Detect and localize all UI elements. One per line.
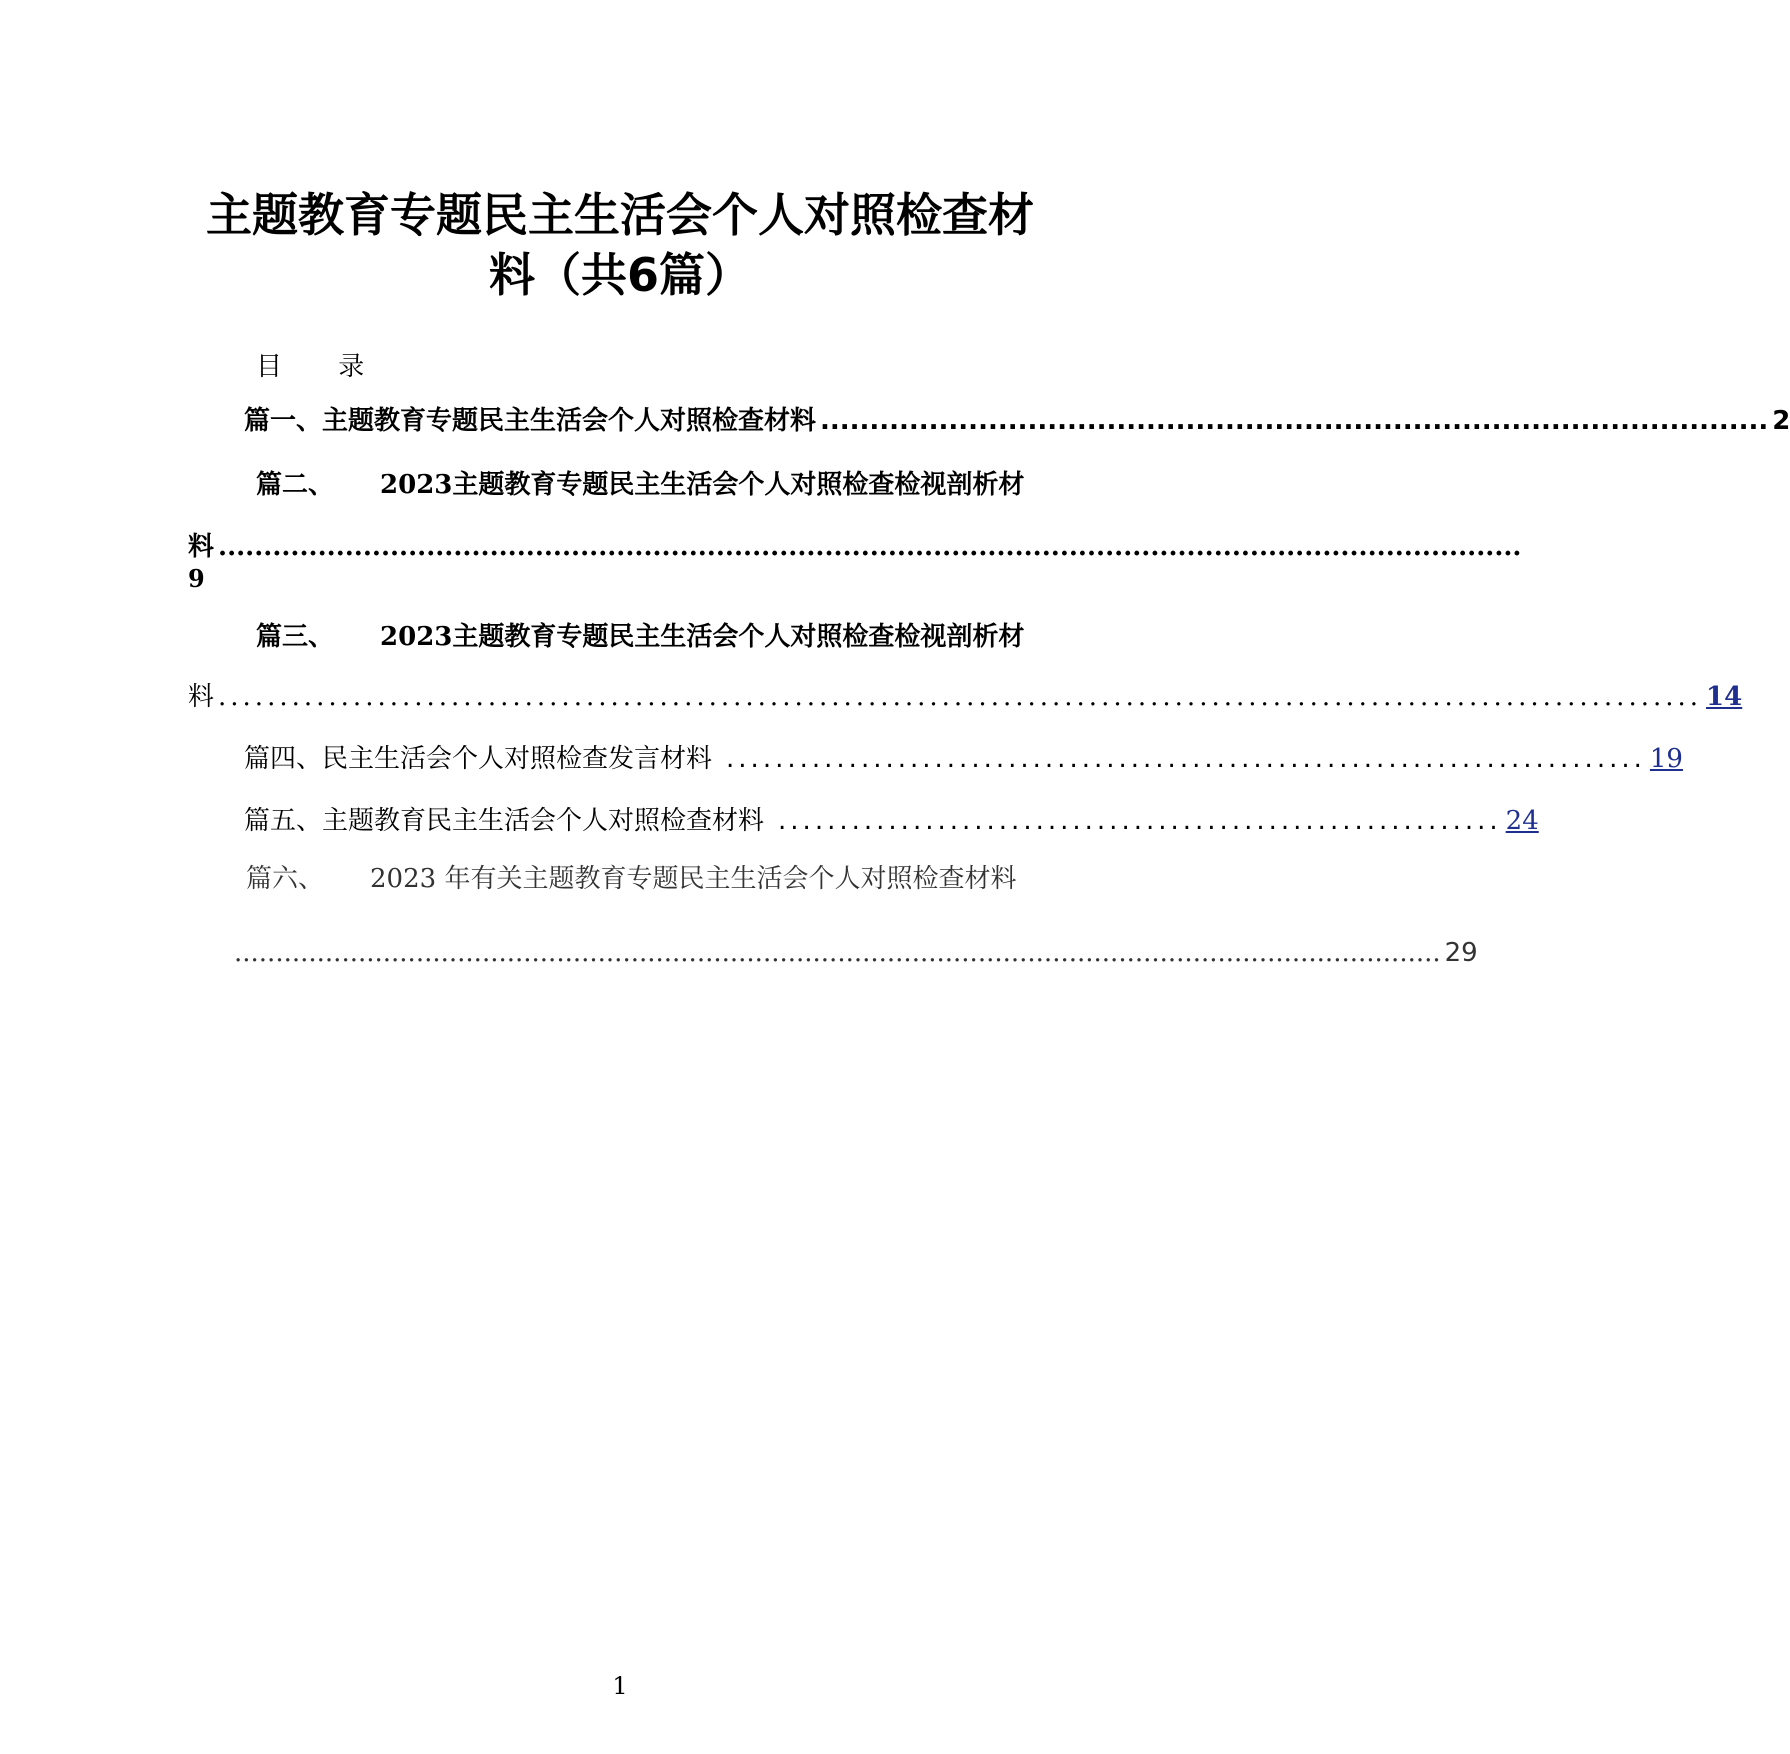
toc-leader: ................................................................................................................................................	[218, 532, 1522, 562]
toc-entry-title: 主题教育民主生活会个人对照检查材料	[322, 806, 765, 836]
toc-leader: ...........................................................................	[726, 744, 1646, 774]
toc-entry-6[interactable]	[246, 862, 1040, 896]
toc-entry-page-link[interactable]: 14	[1706, 682, 1743, 712]
toc-leader: ................................................................................................	[820, 406, 1769, 436]
toc-leader: ...........................................................	[778, 806, 1502, 836]
toc-entry-prefix: 篇三、	[256, 622, 335, 652]
toc-entry-2-page-line	[188, 562, 205, 596]
toc-entry-title: 2023主题教育专题民主生活会个人对照检查检视剖析材	[380, 622, 1025, 652]
toc-entry-prefix: 篇六、	[246, 864, 325, 894]
page-number: 1	[612, 1672, 628, 1700]
toc-leader: .........................................................................................................................	[218, 682, 1703, 712]
toc-entry-2-continuation[interactable]	[188, 530, 1522, 564]
toc-entry-title: 主题教育专题民主生活会个人对照检查材料	[322, 406, 817, 436]
toc-entry-3-continuation[interactable]	[188, 680, 1743, 714]
toc-entry-title-cont: 料	[188, 682, 215, 712]
toc-entry-4[interactable]	[244, 742, 1683, 776]
toc-entry-5[interactable]	[244, 804, 1539, 838]
toc-heading: 目 录	[256, 352, 389, 382]
toc-entry-page-link[interactable]: 19	[1649, 744, 1683, 774]
toc-entry-prefix: 篇二、	[256, 470, 335, 500]
toc-entry-title: 民主生活会个人对照检查发言材料	[322, 744, 713, 774]
toc-entry-prefix: 篇五、	[244, 806, 323, 836]
title-line-1: 主题教育专题民主生活会个人对照检查材	[206, 188, 1034, 242]
toc-entry-2[interactable]	[256, 468, 1040, 502]
toc-entry-page: 29	[1444, 938, 1478, 968]
toc-entry-page: 9	[188, 564, 205, 593]
toc-leader: ..................................................................................................................................................	[234, 938, 1441, 968]
toc-entry-title: 2023 年有关主题教育专题民主生活会个人对照检查材料	[370, 864, 1017, 894]
title-line-2: 料（共6篇）	[488, 248, 751, 302]
toc-entry-3[interactable]	[256, 620, 1040, 654]
toc-entry-page-link[interactable]: 24	[1505, 806, 1539, 836]
toc-entry-6-leader-line[interactable]	[234, 936, 1478, 970]
toc-entry-prefix: 篇一、	[244, 406, 323, 436]
toc-entry-title-cont: 料	[188, 532, 215, 562]
toc-entry-prefix: 篇四、	[244, 744, 323, 774]
document-title	[150, 185, 1090, 305]
toc-entry-1[interactable]	[244, 404, 1790, 438]
toc-entry-page: 2	[1772, 406, 1790, 436]
toc-entry-title: 2023主题教育专题民主生活会个人对照检查检视剖析材	[380, 470, 1025, 500]
